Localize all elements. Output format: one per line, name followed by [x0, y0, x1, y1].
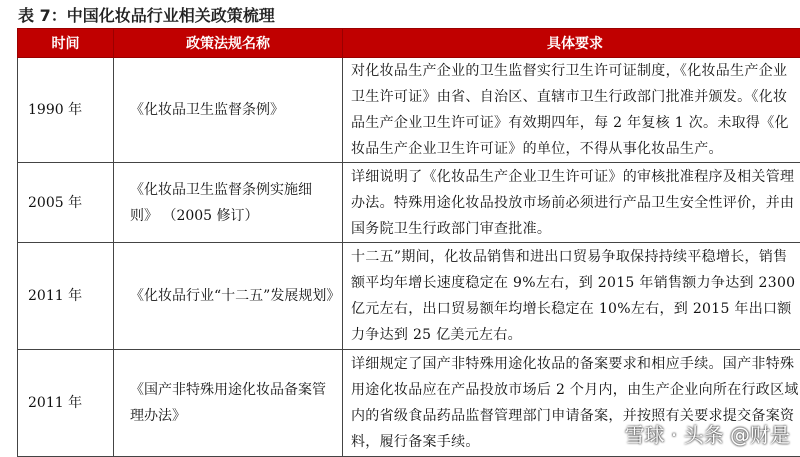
row-policy-name: 《化妆品卫生监督条例实施细则》 （2005 修订）	[114, 163, 343, 243]
row-policy-name: 《化妆品行业“十二五”发展规划》	[114, 243, 343, 350]
row-requirement: 详细说明了《化妆品生产企业卫生许可证》的审核批准程序及相关管理办法。特殊用途化妆品投放市场前必须进行产品卫生安全性评价，并由国务院卫生行政部门审查批准。	[343, 163, 800, 243]
row-time: 2011 年	[18, 350, 114, 457]
row-time: 2011 年	[18, 243, 114, 350]
header-time: 时间	[18, 29, 114, 58]
watermark: 雪球 · 头条 @财是	[625, 419, 790, 448]
policy-table	[17, 28, 800, 457]
row-requirement: 对化妆品生产企业的卫生监督实行卫生许可证制度，《化妆品生产企业卫生许可证》由省、自治区、直辖市卫生行政部门批准并颁发。《化妆品生产企业卫生许可证》有效期四年，每 2 年复核 1 次。未取得《化妆品生产企业卫生许可证》的单位，不得从事化妆品生产。	[343, 58, 800, 163]
row-time: 1990 年	[18, 58, 114, 163]
row-policy-name: 《国产非特殊用途化妆品备案管理办法》	[114, 350, 343, 457]
header-requirement: 具体要求	[343, 29, 800, 58]
row-requirement: 详细规定了国产非特殊用途化妆品的备案要求和相应手续。国产非特殊用途化妆品应在产品投放市场后 2 个月内，由生产企业向所在行政区域内的省级食品药品监督管理部门申请备案，并按照有关要求提交备案资料，履行备案手续。	[343, 350, 800, 457]
row-time: 2005 年	[18, 163, 114, 243]
table-title: 表 7：中国化妆品行业相关政策梳理	[18, 3, 275, 26]
table-row	[18, 163, 800, 243]
header-name: 政策法规名称	[114, 29, 343, 58]
row-requirement: 十二五”期间，化妆品销售和进出口贸易争取保持持续平稳增长，销售额平均年增长速度稳定在 9%左右，到 2015 年销售额力争达到 2300 亿元左右，出口贸易额年均增长稳定在 10%左右，到 2015 年出口额力争达到 25 亿美元左右。	[343, 243, 800, 350]
table-row	[18, 243, 800, 350]
table-row	[18, 58, 800, 163]
row-policy-name: 《化妆品卫生监督条例》	[114, 58, 343, 163]
header-row	[18, 29, 800, 58]
